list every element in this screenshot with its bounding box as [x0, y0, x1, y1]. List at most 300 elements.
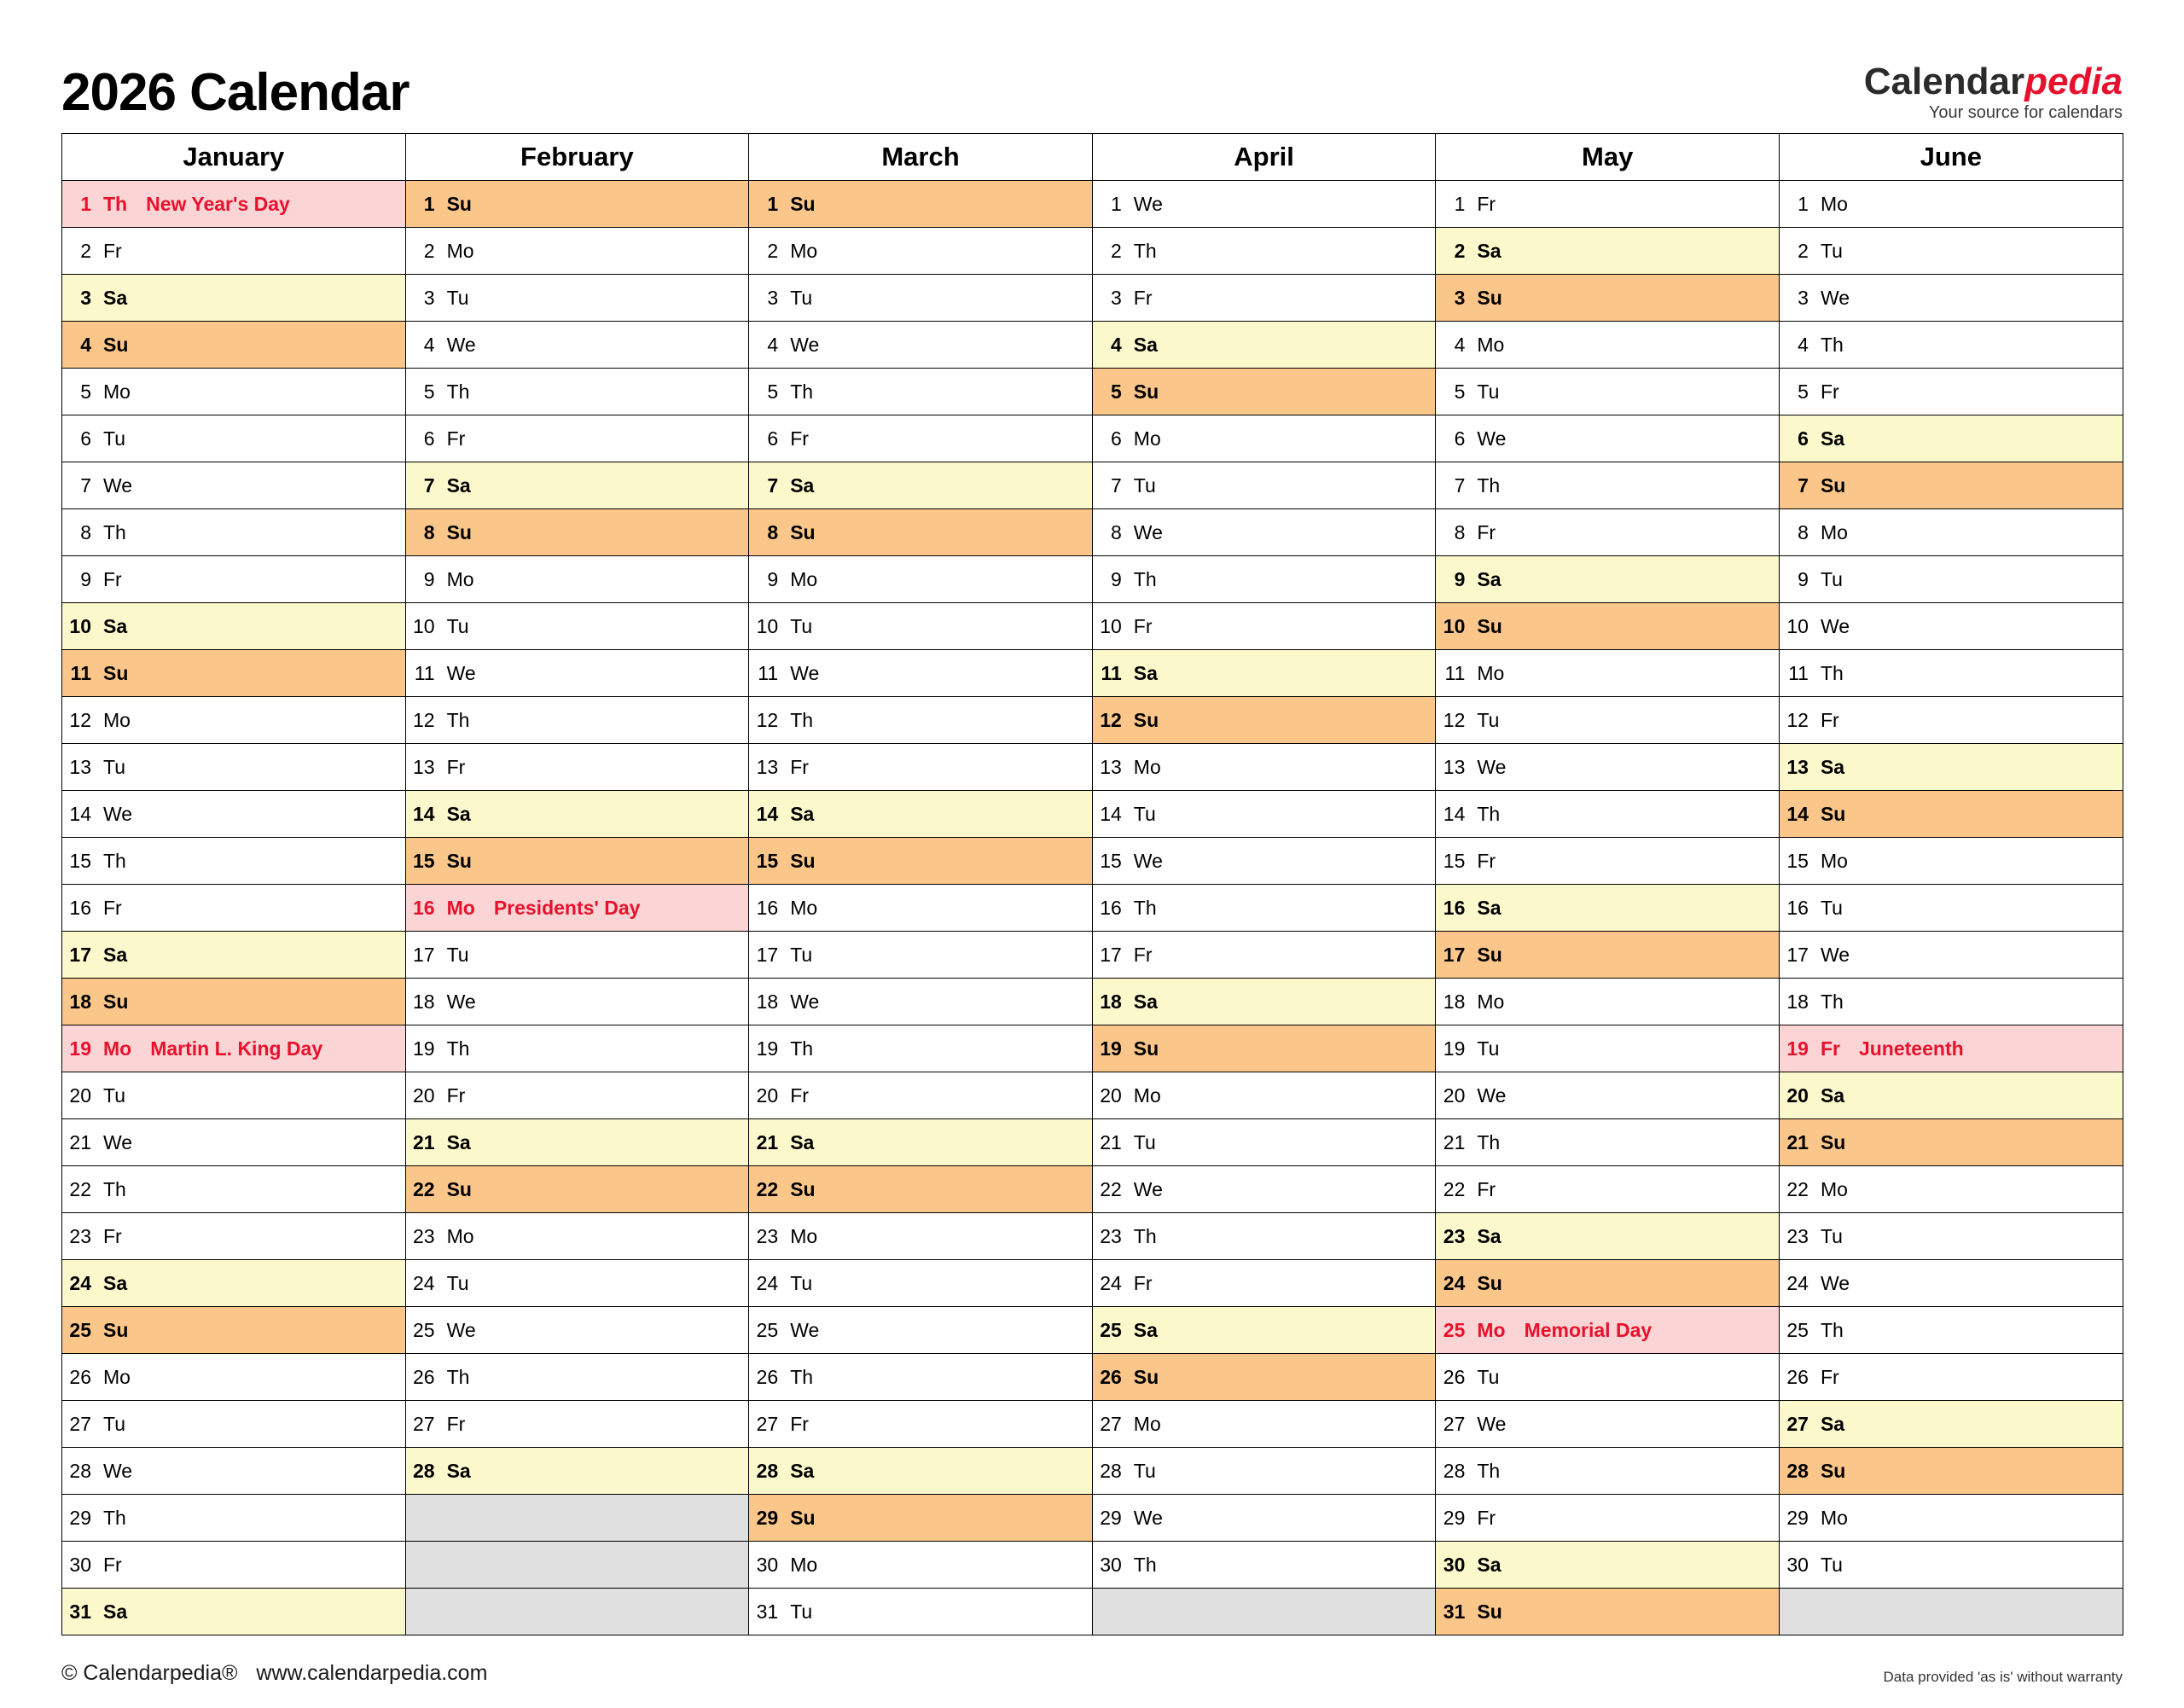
day-cell[interactable]	[405, 462, 749, 509]
day-number: 8	[80, 520, 91, 543]
day-cell[interactable]	[405, 1354, 749, 1401]
day-cell[interactable]	[1092, 932, 1436, 979]
day-cell[interactable]	[1092, 1025, 1436, 1072]
day-cell[interactable]	[1092, 697, 1436, 744]
day-of-week: Mo	[1133, 755, 1161, 778]
day-cell[interactable]	[62, 462, 406, 509]
day-cell[interactable]	[1092, 650, 1436, 697]
day-cell[interactable]	[62, 932, 406, 979]
day-of-week: Su	[446, 520, 472, 543]
day-cell[interactable]	[1779, 1213, 2123, 1260]
day-cell[interactable]	[749, 509, 1093, 556]
day-of-week: Su	[1133, 1365, 1159, 1388]
day-number: 19	[1786, 1037, 1809, 1060]
calendar-row	[62, 744, 2123, 791]
day-cell[interactable]	[1092, 275, 1436, 322]
day-of-week: Th	[1477, 1459, 1501, 1482]
day-cell[interactable]	[62, 838, 406, 885]
day-number: 17	[1100, 943, 1122, 966]
day-cell[interactable]	[1436, 369, 1780, 415]
day-of-week: We	[790, 333, 820, 356]
day-number: 12	[1786, 708, 1809, 731]
day-of-week: Tu	[790, 1271, 813, 1294]
day-cell[interactable]	[1779, 979, 2123, 1025]
day-of-week: Sa	[103, 1271, 128, 1294]
day-cell[interactable]	[1436, 791, 1780, 838]
day-number: 24	[413, 1271, 435, 1294]
day-number: 24	[1786, 1271, 1809, 1294]
day-number: 21	[1100, 1130, 1122, 1153]
day-cell[interactable]	[62, 1119, 406, 1166]
day-cell[interactable]	[1779, 556, 2123, 603]
day-number: 3	[1798, 286, 1809, 309]
day-of-week: Mo	[103, 1365, 131, 1388]
day-cell[interactable]	[62, 1589, 406, 1635]
day-number: 16	[1100, 896, 1122, 919]
day-cell[interactable]	[1779, 1025, 2123, 1072]
day-cell[interactable]	[749, 650, 1093, 697]
day-cell[interactable]	[1436, 1260, 1780, 1307]
day-cell[interactable]	[749, 322, 1093, 369]
day-cell[interactable]	[62, 181, 406, 228]
day-cell[interactable]	[1436, 1166, 1780, 1213]
day-of-week: Sa	[790, 473, 815, 497]
day-cell[interactable]	[62, 650, 406, 697]
day-of-week: Su	[1133, 708, 1159, 731]
day-cell[interactable]	[1779, 1354, 2123, 1401]
calendar-row	[62, 885, 2123, 932]
copyright-text: © Calendarpedia®	[61, 1661, 238, 1685]
day-cell[interactable]	[1436, 181, 1780, 228]
day-cell[interactable]	[405, 697, 749, 744]
day-cell[interactable]	[1092, 791, 1436, 838]
day-of-week: Th	[103, 1506, 126, 1529]
day-cell[interactable]	[405, 228, 749, 275]
day-cell[interactable]	[1092, 1213, 1436, 1260]
day-cell[interactable]	[1436, 1025, 1780, 1072]
day-cell[interactable]	[1779, 415, 2123, 462]
day-cell[interactable]	[1436, 1401, 1780, 1448]
day-number: 30	[1786, 1553, 1809, 1576]
day-cell[interactable]	[1779, 1401, 2123, 1448]
day-cell[interactable]	[62, 369, 406, 415]
day-cell[interactable]	[1779, 1495, 2123, 1542]
day-number: 22	[413, 1177, 435, 1200]
day-cell[interactable]	[749, 1072, 1093, 1119]
day-cell[interactable]	[405, 932, 749, 979]
day-cell[interactable]	[1092, 181, 1436, 228]
day-cell[interactable]	[1092, 885, 1436, 932]
day-of-week: We	[446, 661, 476, 684]
day-cell[interactable]	[749, 603, 1093, 650]
day-of-week: Su	[1477, 614, 1502, 637]
day-cell[interactable]	[405, 275, 749, 322]
day-cell[interactable]	[749, 228, 1093, 275]
day-cell[interactable]	[1436, 1213, 1780, 1260]
day-cell[interactable]	[1092, 1401, 1436, 1448]
day-cell[interactable]	[1779, 1119, 2123, 1166]
day-cell[interactable]	[1436, 697, 1780, 744]
day-cell[interactable]	[1436, 322, 1780, 369]
day-of-week: Mo	[1820, 1506, 1848, 1529]
day-of-week: Sa	[1133, 661, 1158, 684]
day-of-week: Th	[103, 1177, 126, 1200]
day-cell[interactable]	[1092, 228, 1436, 275]
day-cell[interactable]	[749, 1589, 1093, 1635]
day-cell[interactable]	[1436, 603, 1780, 650]
day-number: 22	[756, 1177, 779, 1200]
page-footer	[61, 1661, 2123, 1686]
day-number: 6	[1110, 427, 1122, 450]
day-cell[interactable]	[1436, 1495, 1780, 1542]
day-of-week: Fr	[1477, 1506, 1496, 1529]
day-cell[interactable]	[1092, 744, 1436, 791]
day-number: 13	[1786, 755, 1809, 778]
day-number: 25	[69, 1318, 91, 1341]
day-of-week: Su	[1820, 1130, 1846, 1153]
day-cell[interactable]	[749, 1354, 1093, 1401]
day-cell[interactable]	[749, 885, 1093, 932]
day-cell[interactable]	[62, 791, 406, 838]
day-cell[interactable]	[62, 1072, 406, 1119]
day-cell[interactable]	[405, 509, 749, 556]
day-cell[interactable]	[1436, 838, 1780, 885]
day-number: 8	[1454, 520, 1466, 543]
day-of-week: Tu	[790, 286, 813, 309]
day-cell[interactable]	[1436, 932, 1780, 979]
day-cell[interactable]	[1779, 275, 2123, 322]
day-number: 9	[80, 567, 91, 590]
day-cell[interactable]	[749, 462, 1093, 509]
day-cell[interactable]	[1092, 462, 1436, 509]
day-cell[interactable]	[62, 275, 406, 322]
day-number: 5	[80, 380, 91, 403]
day-cell[interactable]	[405, 791, 749, 838]
day-cell[interactable]	[1436, 979, 1780, 1025]
day-cell[interactable]	[1779, 744, 2123, 791]
calendar-row	[62, 603, 2123, 650]
day-number: 2	[1454, 239, 1466, 262]
day-cell[interactable]	[405, 603, 749, 650]
day-of-week: Su	[790, 192, 816, 215]
day-number: 7	[80, 473, 91, 497]
day-cell[interactable]	[749, 1260, 1093, 1307]
day-cell[interactable]	[405, 181, 749, 228]
day-of-week: Fr	[1820, 1037, 1840, 1060]
day-cell[interactable]	[749, 979, 1093, 1025]
day-cell[interactable]	[405, 369, 749, 415]
day-cell[interactable]	[62, 1354, 406, 1401]
day-cell[interactable]	[405, 1448, 749, 1495]
day-cell[interactable]	[749, 1495, 1093, 1542]
day-cell[interactable]	[62, 1260, 406, 1307]
day-of-week: Su	[1477, 1271, 1502, 1294]
day-of-week: Tu	[790, 614, 813, 637]
day-cell[interactable]	[749, 932, 1093, 979]
day-of-week: Fr	[1820, 708, 1839, 731]
day-cell[interactable]	[1779, 509, 2123, 556]
day-cell[interactable]	[62, 1307, 406, 1354]
calendar-row	[62, 1260, 2123, 1307]
day-cell[interactable]	[1436, 650, 1780, 697]
day-cell[interactable]	[62, 556, 406, 603]
day-cell[interactable]	[1779, 228, 2123, 275]
day-cell[interactable]	[62, 1495, 406, 1542]
day-of-week: Th	[1477, 802, 1501, 825]
day-cell[interactable]	[749, 1025, 1093, 1072]
day-cell[interactable]	[62, 1213, 406, 1260]
day-cell[interactable]	[1779, 322, 2123, 369]
day-cell[interactable]	[62, 603, 406, 650]
day-number: 4	[767, 333, 779, 356]
day-number: 6	[767, 427, 779, 450]
day-number: 4	[423, 333, 435, 356]
day-cell[interactable]	[62, 228, 406, 275]
day-number: 10	[756, 614, 779, 637]
day-cell[interactable]	[405, 650, 749, 697]
day-cell[interactable]	[1092, 1307, 1436, 1354]
day-of-week: Tu	[446, 286, 469, 309]
day-number: 11	[1788, 661, 1809, 684]
day-cell[interactable]	[405, 744, 749, 791]
day-cell[interactable]	[1779, 697, 2123, 744]
day-cell[interactable]	[1092, 603, 1436, 650]
copyright-line	[61, 1661, 487, 1686]
day-cell[interactable]	[749, 838, 1093, 885]
day-cell[interactable]	[1779, 603, 2123, 650]
day-number: 6	[423, 427, 435, 450]
month-header-april: April	[1092, 134, 1436, 181]
day-cell[interactable]	[1092, 369, 1436, 415]
day-cell[interactable]	[62, 415, 406, 462]
day-number: 29	[1443, 1506, 1466, 1529]
day-of-week: Sa	[103, 286, 128, 309]
day-cell[interactable]	[1779, 1260, 2123, 1307]
day-cell[interactable]	[749, 1542, 1093, 1589]
day-number: 9	[767, 567, 779, 590]
day-cell[interactable]	[749, 415, 1093, 462]
day-cell[interactable]	[1436, 1307, 1780, 1354]
empty-cell	[405, 1589, 749, 1635]
day-cell[interactable]	[1436, 556, 1780, 603]
day-cell[interactable]	[1779, 1307, 2123, 1354]
day-cell[interactable]	[1779, 181, 2123, 228]
day-cell[interactable]	[405, 322, 749, 369]
day-cell[interactable]	[405, 1072, 749, 1119]
day-number: 14	[1100, 802, 1122, 825]
day-number: 20	[756, 1083, 779, 1107]
day-of-week: Tu	[1477, 1365, 1500, 1388]
day-cell[interactable]	[405, 556, 749, 603]
day-cell[interactable]	[62, 1025, 406, 1072]
day-cell[interactable]	[749, 1119, 1093, 1166]
day-cell[interactable]	[749, 697, 1093, 744]
day-of-week: Th	[1133, 1224, 1157, 1247]
day-cell[interactable]	[1092, 1166, 1436, 1213]
day-cell[interactable]	[1092, 415, 1436, 462]
day-number: 28	[413, 1459, 435, 1482]
day-cell[interactable]	[1436, 1589, 1780, 1635]
day-cell[interactable]	[1092, 1072, 1436, 1119]
calendar-row	[62, 1213, 2123, 1260]
day-cell[interactable]	[749, 1307, 1093, 1354]
day-cell[interactable]	[62, 1542, 406, 1589]
day-cell[interactable]	[749, 1401, 1093, 1448]
day-of-week: Mo	[1477, 1318, 1506, 1341]
month-header-march: March	[749, 134, 1093, 181]
day-number: 21	[1786, 1130, 1809, 1153]
day-cell[interactable]	[749, 181, 1093, 228]
day-cell[interactable]	[749, 1166, 1093, 1213]
day-cell[interactable]	[62, 744, 406, 791]
day-of-week: Tu	[790, 943, 813, 966]
day-cell[interactable]	[1779, 369, 2123, 415]
day-cell[interactable]	[1436, 1542, 1780, 1589]
day-cell[interactable]	[749, 1213, 1093, 1260]
day-cell[interactable]	[1779, 462, 2123, 509]
day-number: 18	[1100, 990, 1122, 1013]
day-cell[interactable]	[62, 979, 406, 1025]
calendar-row	[62, 791, 2123, 838]
day-cell[interactable]	[1436, 509, 1780, 556]
day-number: 21	[69, 1130, 91, 1153]
day-cell[interactable]	[1779, 650, 2123, 697]
day-cell[interactable]	[1436, 885, 1780, 932]
day-of-week: We	[1820, 1271, 1850, 1294]
day-cell[interactable]	[62, 322, 406, 369]
day-of-week: We	[103, 1130, 133, 1153]
day-of-week: Mo	[1820, 849, 1848, 872]
day-cell[interactable]	[749, 556, 1093, 603]
day-number: 13	[413, 755, 435, 778]
day-cell[interactable]	[62, 1166, 406, 1213]
day-of-week: Su	[1477, 1600, 1502, 1623]
day-cell[interactable]	[62, 1401, 406, 1448]
day-cell[interactable]	[405, 838, 749, 885]
day-cell[interactable]	[749, 275, 1093, 322]
day-number: 1	[1454, 192, 1466, 215]
calendar-row	[62, 556, 2123, 603]
day-cell[interactable]	[1092, 979, 1436, 1025]
day-of-week: We	[1133, 1506, 1163, 1529]
day-cell[interactable]	[405, 1401, 749, 1448]
day-of-week: Th	[446, 1365, 470, 1388]
day-number: 2	[1110, 239, 1122, 262]
day-number: 17	[1786, 943, 1809, 966]
day-cell[interactable]	[62, 509, 406, 556]
day-cell[interactable]	[1436, 228, 1780, 275]
day-of-week: Tu	[446, 943, 469, 966]
day-of-week: Su	[1820, 473, 1846, 497]
day-cell[interactable]	[1779, 838, 2123, 885]
day-of-week: Su	[1477, 943, 1502, 966]
day-number: 29	[1786, 1506, 1809, 1529]
day-of-week: Sa	[1820, 427, 1845, 450]
day-cell[interactable]	[62, 697, 406, 744]
calendar-row	[62, 1589, 2123, 1635]
day-cell[interactable]	[405, 1166, 749, 1213]
day-cell[interactable]	[1092, 556, 1436, 603]
day-cell[interactable]	[1779, 1072, 2123, 1119]
day-cell[interactable]	[62, 885, 406, 932]
day-of-week: Fr	[446, 1083, 466, 1107]
holiday-label: Juneteenth	[1858, 1037, 1964, 1060]
day-of-week: Fr	[1820, 1365, 1839, 1388]
day-cell[interactable]	[62, 1448, 406, 1495]
day-number: 29	[756, 1506, 779, 1529]
day-cell[interactable]	[1092, 838, 1436, 885]
day-cell[interactable]	[1779, 1448, 2123, 1495]
day-cell[interactable]	[1779, 791, 2123, 838]
day-cell[interactable]	[749, 1448, 1093, 1495]
day-number: 24	[1100, 1271, 1122, 1294]
day-number: 20	[1100, 1083, 1122, 1107]
day-of-week: Su	[1820, 802, 1846, 825]
day-cell[interactable]	[1779, 885, 2123, 932]
day-cell[interactable]	[1092, 1448, 1436, 1495]
day-cell[interactable]	[405, 979, 749, 1025]
day-cell[interactable]	[405, 1119, 749, 1166]
day-number: 21	[413, 1130, 435, 1153]
day-number: 15	[1786, 849, 1809, 872]
day-of-week: Fr	[1477, 849, 1496, 872]
day-cell[interactable]	[1436, 744, 1780, 791]
day-cell[interactable]	[1092, 1354, 1436, 1401]
day-cell[interactable]	[1436, 275, 1780, 322]
day-cell[interactable]	[749, 744, 1093, 791]
day-cell[interactable]	[1436, 1448, 1780, 1495]
day-of-week: Th	[790, 1365, 814, 1388]
day-cell[interactable]	[1779, 932, 2123, 979]
day-cell[interactable]	[405, 1025, 749, 1072]
day-number: 1	[1110, 192, 1122, 215]
day-cell[interactable]	[1779, 1166, 2123, 1213]
day-cell[interactable]	[1092, 322, 1436, 369]
day-number: 12	[1443, 708, 1466, 731]
day-cell[interactable]	[1092, 1119, 1436, 1166]
day-of-week: Fr	[1477, 1177, 1496, 1200]
day-cell[interactable]	[1436, 462, 1780, 509]
day-cell[interactable]	[1092, 1495, 1436, 1542]
day-number: 3	[767, 286, 779, 309]
day-of-week: Th	[790, 708, 814, 731]
day-of-week: Th	[1133, 896, 1157, 919]
day-of-week: Fr	[790, 1412, 809, 1435]
day-cell[interactable]	[1092, 1260, 1436, 1307]
day-cell[interactable]	[405, 885, 749, 932]
day-of-week: We	[790, 1318, 820, 1341]
day-cell[interactable]	[749, 791, 1093, 838]
day-number: 20	[1443, 1083, 1466, 1107]
website-url[interactable]: www.calendarpedia.com	[256, 1661, 488, 1685]
day-number: 7	[767, 473, 779, 497]
day-cell[interactable]	[405, 1260, 749, 1307]
day-cell[interactable]	[1436, 415, 1780, 462]
day-cell[interactable]	[1779, 1542, 2123, 1589]
day-cell[interactable]	[405, 1213, 749, 1260]
day-number: 18	[1443, 990, 1466, 1013]
day-cell[interactable]	[749, 369, 1093, 415]
day-cell[interactable]	[1092, 1542, 1436, 1589]
day-number: 15	[756, 849, 779, 872]
day-of-week: Fr	[103, 1224, 122, 1247]
day-cell[interactable]	[1436, 1119, 1780, 1166]
day-cell[interactable]	[1436, 1354, 1780, 1401]
day-cell[interactable]	[1092, 509, 1436, 556]
day-cell[interactable]	[1436, 1072, 1780, 1119]
day-cell[interactable]	[405, 1307, 749, 1354]
day-cell[interactable]	[405, 415, 749, 462]
